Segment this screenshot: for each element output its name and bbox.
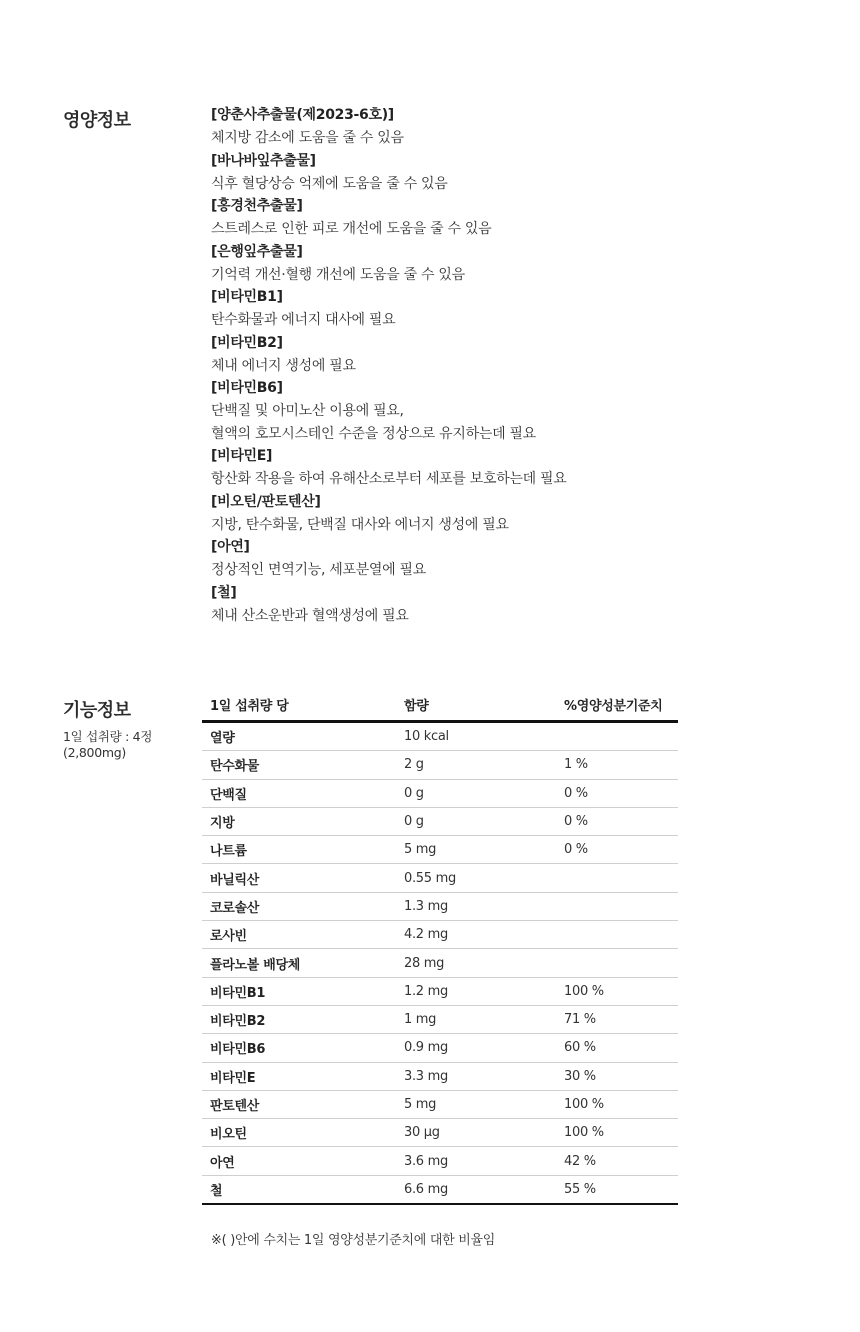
nutrition-item-name: [철]	[211, 584, 237, 601]
row-nutrient: 비타민B1	[202, 977, 396, 1005]
row-nutrient: 코로솔산	[202, 892, 396, 920]
row-daily-value: 1 %	[556, 751, 678, 779]
row-amount: 3.3 mg	[396, 1062, 556, 1090]
row-daily-value: 100 %	[556, 1090, 678, 1118]
nutrition-item-name: [양춘사추출물(제2023-6호)]	[211, 107, 394, 123]
row-amount: 1 mg	[396, 1005, 556, 1033]
row-daily-value	[556, 921, 678, 949]
row-nutrient: 아연	[202, 1147, 396, 1175]
table-row	[202, 836, 678, 864]
table-row	[202, 1034, 678, 1062]
footnote: ※( )안에 수치는 1일 영양성분기준치에 대한 비율임	[211, 1233, 496, 1248]
row-daily-value: 0 %	[556, 779, 678, 807]
row-nutrient: 로사빈	[202, 921, 396, 949]
nutrition-item-desc: 체지방 감소에 도움을 줄 수 있음	[211, 130, 404, 146]
nutrition-item	[211, 332, 771, 378]
function-section-title: 기능정보	[63, 700, 131, 721]
table-row	[202, 1005, 678, 1033]
header-serving: 1일 섭취량 당	[202, 689, 396, 722]
row-amount: 3.6 mg	[396, 1147, 556, 1175]
nutrition-item-name: [비타민B6]	[211, 380, 283, 396]
nutrition-item-name: [아연]	[211, 539, 250, 555]
row-nutrient: 플라노볼 배당체	[202, 949, 396, 977]
row-nutrient: 바닐릭산	[202, 864, 396, 892]
row-amount: 28 mg	[396, 949, 556, 977]
nutrition-item-desc: 지방, 탄수화물, 단백질 대사와 에너지 생성에 필요	[211, 516, 509, 533]
row-daily-value: 60 %	[556, 1034, 678, 1062]
table-row	[202, 1175, 678, 1204]
row-nutrient: 나트륨	[202, 836, 396, 864]
table-row	[202, 751, 678, 779]
table-header-row	[202, 689, 678, 722]
row-amount: 6.6 mg	[396, 1175, 556, 1204]
serving-amount: 1일 섭취량 : 4정	[63, 729, 153, 744]
row-daily-value: 0 %	[556, 807, 678, 835]
row-nutrient: 탄수화물	[202, 751, 396, 779]
row-nutrient: 비오틴	[202, 1119, 396, 1147]
row-daily-value	[556, 892, 678, 920]
nutrition-item-name: [비타민B1]	[211, 289, 283, 305]
row-amount: 0 g	[396, 807, 556, 835]
table-row	[202, 807, 678, 835]
nutrition-item-name: [비오틴/판토텐산]	[211, 493, 321, 510]
table-row	[202, 1147, 678, 1175]
row-nutrient: 판토텐산	[202, 1090, 396, 1118]
serving-weight: (2,800mg)	[63, 745, 126, 760]
nutrition-item	[211, 241, 771, 287]
table-row	[202, 1119, 678, 1147]
row-daily-value	[556, 722, 678, 751]
nutrition-item-name: [홍경천추출물]	[211, 198, 303, 214]
row-daily-value: 30 %	[556, 1062, 678, 1090]
nutrition-item-desc: 기억력 개선·혈행 개선에 도움을 줄 수 있음	[211, 266, 465, 283]
nutrition-item	[211, 377, 771, 445]
row-daily-value	[556, 864, 678, 892]
nutrition-section-title: 영양정보	[63, 110, 131, 131]
nutrition-item-desc: 식후 혈당상승 억제에 도움을 줄 수 있음	[211, 175, 448, 192]
header-daily-value: %영양성분기준치	[556, 689, 678, 722]
table-row	[202, 949, 678, 977]
nutrition-facts-table	[202, 689, 678, 1205]
row-nutrient: 열량	[202, 722, 396, 751]
nutrition-item-desc: 항산화 작용을 하여 유해산소로부터 세포를 보호하는데 필요	[211, 471, 567, 487]
nutrition-item-name: [비타민E]	[211, 448, 273, 464]
row-nutrient: 단백질	[202, 779, 396, 807]
row-amount: 2 g	[396, 751, 556, 779]
table-row	[202, 779, 678, 807]
nutrition-item-desc: 체내 산소운반과 혈액생성에 필요	[211, 607, 409, 624]
nutrition-item-desc: 정상적인 면역기능, 세포분열에 필요	[211, 562, 426, 578]
row-daily-value: 71 %	[556, 1005, 678, 1033]
row-nutrient: 비타민B2	[202, 1005, 396, 1033]
nutrition-item	[211, 445, 771, 491]
nutrition-item	[211, 536, 771, 582]
nutrition-item-desc: 단백질 및 아미노산 이용에 필요, 혈액의 호모시스테인 수준을 정상으로 유지하는데 필요	[211, 403, 536, 442]
row-amount: 1.3 mg	[396, 892, 556, 920]
nutrition-item-name: [은행잎추출물]	[211, 243, 303, 260]
serving-info	[63, 729, 152, 761]
table-row	[202, 1062, 678, 1090]
row-amount: 0 g	[396, 779, 556, 807]
nutrition-item-desc: 스트레스로 인한 피로 개선에 도움을 줄 수 있음	[211, 221, 492, 237]
table-row	[202, 921, 678, 949]
nutrition-item-desc: 체내 에너지 생성에 필요	[211, 357, 356, 374]
table-row	[202, 977, 678, 1005]
nutrition-item	[211, 582, 771, 628]
header-amount: 함량	[396, 689, 556, 722]
row-amount: 1.2 mg	[396, 977, 556, 1005]
nutrition-item	[211, 195, 771, 241]
row-amount: 4.2 mg	[396, 921, 556, 949]
nutrition-info-list	[211, 104, 771, 627]
nutrition-item-desc: 탄수화물과 에너지 대사에 필요	[211, 312, 396, 328]
row-amount: 0.55 mg	[396, 864, 556, 892]
row-daily-value: 42 %	[556, 1147, 678, 1175]
table-row	[202, 1090, 678, 1118]
table-row	[202, 722, 678, 751]
row-nutrient: 비타민E	[202, 1062, 396, 1090]
row-amount: 0.9 mg	[396, 1034, 556, 1062]
row-nutrient: 비타민B6	[202, 1034, 396, 1062]
row-daily-value: 55 %	[556, 1175, 678, 1204]
row-amount: 30 μg	[396, 1119, 556, 1147]
row-amount: 5 mg	[396, 836, 556, 864]
table-row	[202, 864, 678, 892]
nutrition-item	[211, 104, 771, 150]
row-amount: 10 kcal	[396, 722, 556, 751]
nutrition-item	[211, 491, 771, 537]
nutrition-item-name: [비타민B2]	[211, 334, 283, 351]
nutrition-item	[211, 286, 771, 332]
row-daily-value: 100 %	[556, 1119, 678, 1147]
row-amount: 5 mg	[396, 1090, 556, 1118]
row-daily-value: 100 %	[556, 977, 678, 1005]
nutrition-item	[211, 150, 771, 196]
row-daily-value: 0 %	[556, 836, 678, 864]
row-nutrient: 지방	[202, 807, 396, 835]
table-row	[202, 892, 678, 920]
row-nutrient: 철	[202, 1175, 396, 1204]
nutrition-item-name: [바나바잎추출물]	[211, 152, 316, 169]
row-daily-value	[556, 949, 678, 977]
